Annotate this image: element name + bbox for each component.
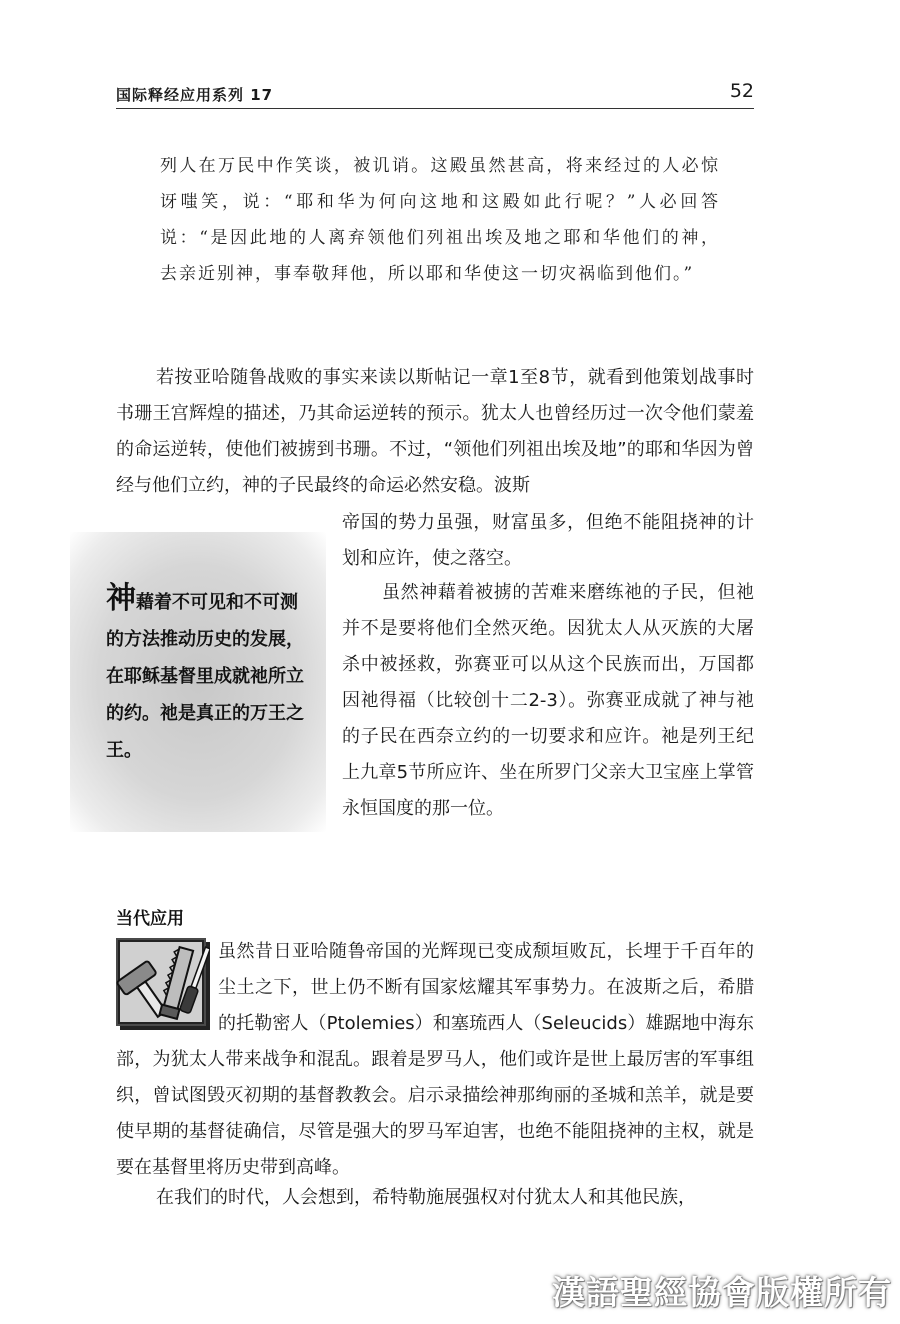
page-number: 52 (729, 80, 754, 102)
paragraph: 在我们的时代，人会想到，希特勒施展强权对付犹太人和其他民族， (156, 1187, 696, 1208)
paragraph: 虽然神藉着被掳的苦难来磨练祂的子民，但祂并不是要将他们全然灭绝。因犹太人从灭族的大屠杀中被拯救，弥赛亚可以从这个民族而出，万国都因祂得福（比较创十二2-3）。弥赛亚成就了神与祂的子民在西奈立约的一切要求和应许。祂是列王纪上九章5节所应许、坐在所罗门父亲大卫宝座上掌管永恒国度的那一位。 (342, 582, 754, 819)
pull-quote-dropcap: 神 (106, 581, 136, 616)
pull-quote (106, 580, 306, 769)
copyright-watermark: 漢語聖經協會版權所有 (552, 1273, 892, 1312)
paragraph (116, 934, 754, 1186)
pull-quote-text: 藉着不可见和不可测的方法推动历史的发展，在耶稣基督里成就祂所立的约。祂是真正的万王之王。 (106, 592, 304, 761)
paragraph: 帝国的势力虽强，财富虽多，但绝不能阻挠神的计划和应许，使之落空。 (342, 512, 754, 569)
section-heading: 当代应用 (116, 909, 184, 929)
icon-wrap-space (116, 934, 218, 1034)
paragraph: 若按亚哈随鲁战败的事实来读以斯帖记一章1至8节，就看到他策划战事时书珊王宫辉煌的描述，乃其命运逆转的预示。犹太人也曾经历过一次令他们蒙羞的命运逆转，使他们被掳到书珊。不过，“领他们列祖出埃及地”的耶和华因为曾经与他们立约，神的子民最终的命运必然安稳。波斯 (116, 367, 754, 496)
running-header (116, 78, 754, 109)
pull-quote-box (70, 532, 326, 832)
paragraph-text: 虽然昔日亚哈随鲁帝国的光辉现已变成颓垣败瓦，长埋于千百年的尘土之下，世上仍不断有国家炫耀其军事势力。在波斯之后，希腊的托勒密人（Ptolemies）和塞琉西人（Seleucids）雄踞地中海东部，为犹太人带来战争和混乱。跟着是罗马人，他们或许是世上最厉害的军事组织，曾试图毁灭初期的基督教教会。启示录描绘神那绚丽的圣城和羔羊，就是要使早期的基督徒确信，尽管是强大的罗马军迫害，也绝不能阻挠神的主权，就是要在基督里将历史带到高峰。 (116, 941, 754, 1178)
series-title: 国际释经应用系列 17 (116, 86, 274, 104)
scripture-quote: 列人在万民中作笑谈，被讥诮。这殿虽然甚高，将来经过的人必惊讶嗤笑，说：“耶和华为何向这地和这殿如此行呢？”人必回答说：“是因此地的人离弃领他们列祖出埃及地之耶和华他们的神，去亲近别神，事奉敬拜他，所以耶和华使这一切灾祸临到他们。” (160, 156, 720, 284)
